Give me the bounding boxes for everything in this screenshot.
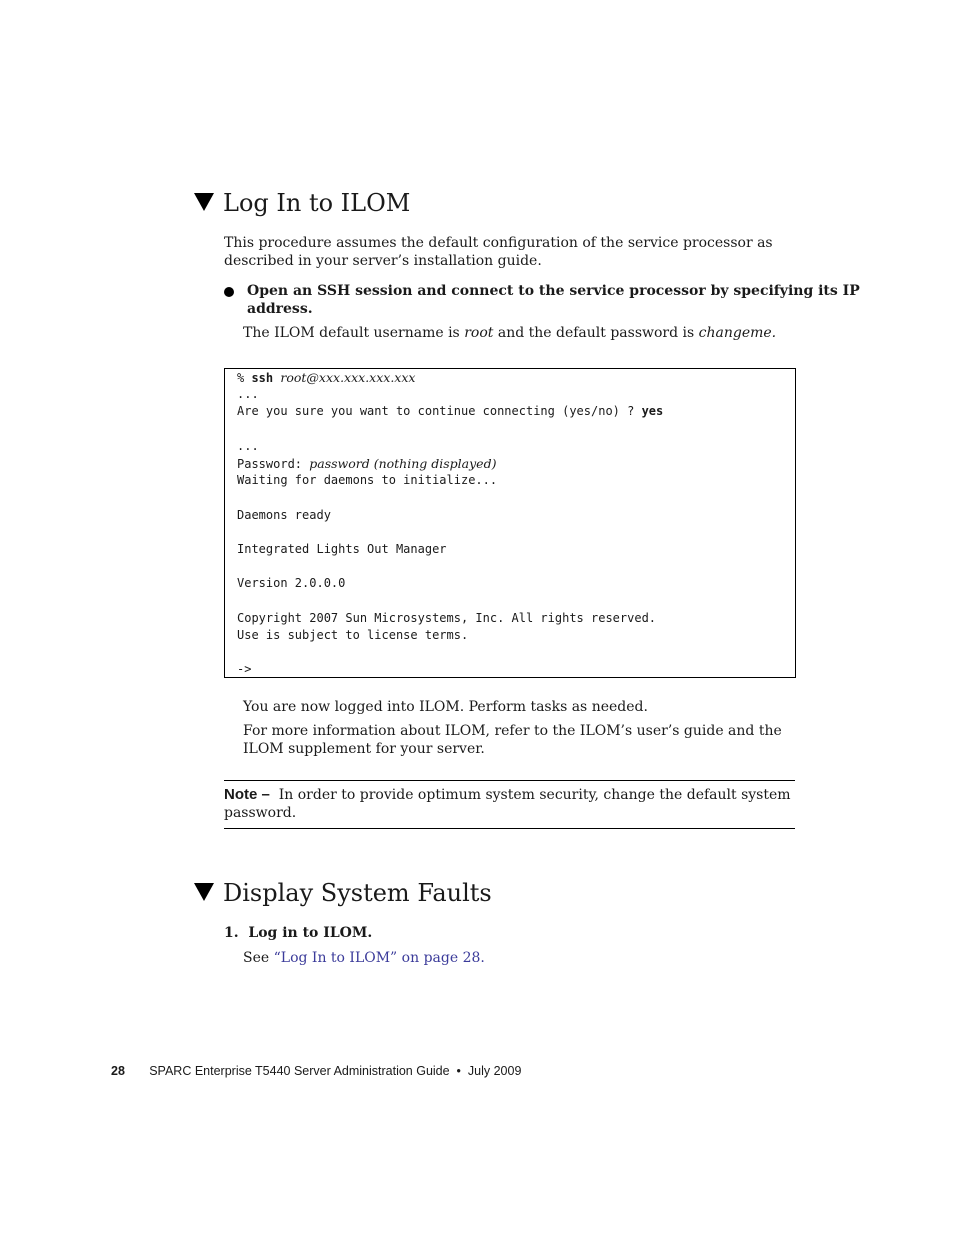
step-number: 1.	[224, 925, 239, 941]
code-line-confirm	[237, 403, 663, 420]
more-info-line: ILOM supplement for your server.	[243, 741, 485, 757]
logged-in-text: You are now logged into ILOM. Perform tasks as needed.	[243, 699, 648, 715]
ssh-command: ssh	[251, 371, 274, 385]
prompt: %	[237, 371, 252, 385]
default-credentials	[243, 324, 776, 342]
code-line: ...	[237, 438, 259, 453]
footer-separator: •	[456, 1064, 461, 1078]
step-text: Log in to ILOM.	[248, 925, 373, 941]
triangle-down-icon	[194, 883, 214, 901]
section-heading-display-faults	[194, 881, 492, 905]
note-line: password.	[224, 805, 297, 821]
step-line: address.	[247, 301, 313, 317]
step-instruction	[247, 282, 860, 318]
section-heading-log-in	[194, 191, 410, 215]
code-line: Waiting for daemons to initialize...	[237, 473, 498, 488]
code-line-blank	[237, 489, 663, 506]
confirm-answer: yes	[641, 404, 664, 419]
code-line-blank	[237, 524, 663, 541]
code-line: ...	[237, 387, 259, 402]
code-line: Version 2.0.0.0	[237, 576, 346, 591]
note-text: In order to provide optimum system security, change the default system	[278, 787, 791, 803]
password-label: Password:	[237, 456, 310, 471]
more-info-line: For more information about ILOM, refer to the ILOM’s user’s guide and the	[243, 723, 782, 739]
section-title: Display System Faults	[223, 879, 492, 907]
code-line-prompt: ->	[237, 662, 252, 677]
cross-reference-link[interactable]: “Log In to ILOM” on page 28.	[273, 950, 485, 966]
section-title: Log In to ILOM	[223, 189, 411, 217]
note-block	[224, 786, 795, 822]
default-username: root	[464, 325, 494, 341]
footer-title: SPARC Enterprise T5440 Server Administration Guide	[149, 1064, 450, 1078]
default-password: changeme.	[698, 325, 777, 341]
code-line: Integrated Lights Out Manager	[237, 541, 447, 556]
intro-line: described in your server’s installation guide.	[224, 253, 542, 269]
bullet-icon	[224, 287, 234, 297]
password-note: password (nothing displayed)	[309, 455, 497, 471]
note-label: Note –	[224, 786, 270, 803]
credentials-text: and the default password is	[493, 325, 699, 341]
code-line-blank	[237, 592, 663, 609]
confirm-question: Are you sure you want to continue connecting (yes/no) ?	[237, 404, 642, 419]
code-line-blank	[237, 644, 663, 661]
note-top-rule	[224, 780, 795, 781]
code-line: Use is subject to license terms.	[237, 627, 469, 642]
code-line-blank	[237, 421, 663, 438]
intro-line: This procedure assumes the default configuration of the service processor as	[224, 235, 773, 251]
triangle-down-icon	[194, 193, 214, 211]
step-line: Open an SSH session and connect to the service processor by specifying its IP	[247, 283, 860, 299]
code-line-ssh	[237, 369, 663, 386]
see-reference	[243, 949, 485, 967]
ssh-argument: root@xxx.xxx.xxx.xxx	[280, 370, 416, 385]
page-footer	[111, 1064, 521, 1078]
note-bottom-rule	[224, 828, 795, 829]
page-number: 28	[111, 1064, 125, 1078]
see-text: See	[243, 950, 274, 966]
intro-paragraph	[224, 234, 804, 270]
step-1	[224, 924, 372, 942]
note-line	[224, 786, 795, 804]
code-line: Daemons ready	[237, 507, 331, 522]
code-line-password	[237, 455, 663, 472]
code-line: Copyright 2007 Sun Microsystems, Inc. All rights reserved.	[237, 610, 657, 625]
code-example-box	[224, 368, 796, 678]
more-info-paragraph	[243, 722, 803, 758]
footer-date: July 2009	[467, 1064, 522, 1078]
credentials-text: The ILOM default username is	[243, 325, 465, 341]
code-line-blank	[237, 558, 663, 575]
